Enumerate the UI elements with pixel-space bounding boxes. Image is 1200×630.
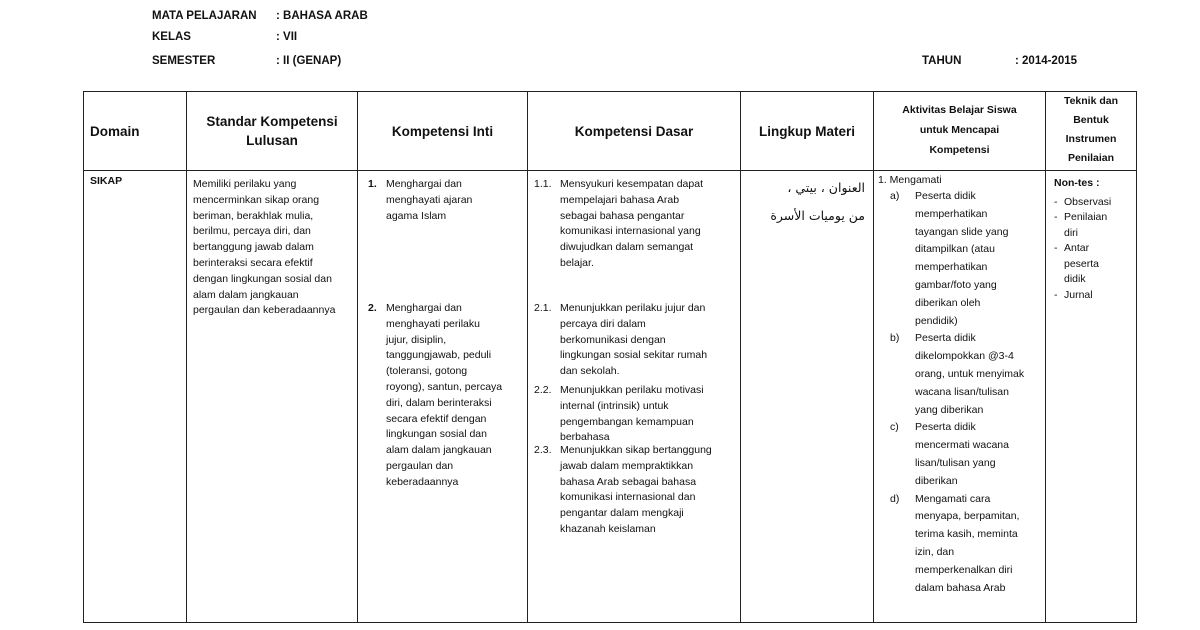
item-dash: - (1054, 195, 1058, 208)
item-text (560, 177, 703, 272)
aktivitas-item (878, 188, 1045, 330)
cell-kd (528, 171, 741, 623)
item-line: wacana lisan/tulisan (915, 385, 1009, 398)
skl-line: berinteraksi secara efektif (193, 256, 313, 269)
teknik-item (1054, 195, 1136, 211)
col-ki: Kompetensi Inti (358, 92, 528, 171)
ki-item (368, 177, 472, 224)
item-line: memperkenalkan diri (915, 563, 1013, 576)
item-line: diri (1064, 226, 1079, 239)
skl-line: dengan lingkungan sosial dan (193, 272, 332, 285)
skl-line: Memiliki perilaku yang (193, 178, 297, 190)
cell-teknik (1046, 171, 1137, 623)
item-line: internal (intrinsik) untuk (560, 399, 669, 412)
item-line: dikelompokkan @3-4 (915, 350, 1014, 363)
item-line: Mengamati cara (915, 492, 991, 505)
aktivitas-item (878, 491, 1045, 598)
item-line: tanggungjawab, peduli (386, 349, 492, 362)
materi-arabic-line1: العنوان ، بيتي ، (787, 180, 865, 195)
item-line: menghayati ajaran (386, 193, 473, 206)
item-line: ditampilkan (atau (915, 243, 995, 256)
col-materi: Lingkup Materi (741, 92, 874, 171)
item-line: percaya diri dalam (560, 317, 646, 330)
item-line: Observasi (1064, 195, 1112, 208)
kd-item (534, 443, 712, 538)
table-header-row (84, 92, 1137, 171)
syllabus-table (83, 91, 1137, 623)
item-line: lingkungan sosial dan (386, 428, 487, 441)
year-value: : 2014-2015 (1015, 55, 1078, 67)
item-line: (toleransi, gotong (386, 365, 468, 378)
item-line: komunikasi internasional yang (560, 225, 701, 238)
item-line: dalam bahasa Arab (915, 581, 1006, 594)
item-line: secara efektif dengan (386, 412, 487, 425)
item-line: Menghargai dan (386, 178, 462, 190)
item-text (915, 188, 1008, 330)
item-line: agama Islam (386, 209, 447, 222)
item-number: 2.1. (534, 302, 552, 314)
item-number: 2. (368, 302, 377, 314)
class-value: : VII (276, 31, 298, 43)
item-line: alam dalam jangkauan (386, 444, 492, 457)
subject-value: : BAHASA ARAB (276, 10, 368, 22)
cell-aktivitas (874, 171, 1046, 623)
kd-item (534, 301, 707, 380)
item-dash: - (1054, 288, 1058, 301)
item-number: 1.1. (534, 178, 552, 190)
kd-item (534, 383, 704, 446)
col-domain: Domain (84, 92, 187, 171)
item-line: Menunjukkan perilaku jujur dan (560, 302, 706, 314)
item-line: khazanah keislaman (560, 522, 656, 535)
teknik-title: Non-tes : (1054, 177, 1100, 189)
col-teknik: Teknik dan Bentuk Instrumen Penilaian (1046, 92, 1137, 171)
skl-line: beriman, berakhlak mulia, (193, 209, 314, 222)
item-line: pendidik) (915, 314, 958, 327)
item-line: diri, dalam berinteraksi (386, 396, 492, 409)
col-aktivitas: Aktivitas Belajar Siswa untuk Mencapai Kompetensi (874, 92, 1046, 171)
item-number: 2.2. (534, 384, 552, 396)
aktivitas-item (878, 330, 1045, 419)
item-text (1064, 210, 1107, 241)
item-line: pergaulan dan (386, 459, 454, 472)
item-line: dan sekolah. (560, 365, 620, 378)
item-line: Penilaian (1064, 211, 1108, 224)
subject-label: MATA PELAJARAN (152, 10, 257, 22)
item-text (915, 491, 1019, 598)
item-line: Menunjukkan perilaku motivasi (560, 384, 704, 396)
item-line: menghayati perilaku (386, 317, 480, 330)
cell-skl (187, 171, 358, 623)
item-line: bahasa Arab sebagai bahasa (560, 475, 697, 488)
item-line: berbahasa (560, 431, 610, 444)
item-text (386, 301, 502, 491)
item-line: tayangan slide yang (915, 225, 1009, 238)
item-text (915, 419, 1009, 490)
kd-item (534, 177, 703, 272)
skl-line: berilmu, percaya diri, dan (193, 225, 311, 238)
teknik-item (1054, 210, 1136, 241)
item-line: lisan/tulisan yang (915, 456, 996, 469)
semester-value: : II (GENAP) (276, 55, 342, 67)
item-line: diwujudkan dalam semangat (560, 241, 694, 254)
item-line: Mensyukuri kesempatan dapat (560, 178, 703, 190)
item-line: jawab dalam mempraktikkan (560, 459, 694, 472)
item-number: 1. (368, 178, 377, 190)
skl-line: mencerminkan sikap orang (193, 193, 320, 206)
item-line: jujur, disiplin, (386, 333, 447, 346)
item-line: memperhatikan (915, 261, 988, 274)
cell-ki (358, 171, 528, 623)
item-line: mencermati wacana (915, 439, 1009, 452)
item-letter: a) (890, 190, 900, 202)
skl-line: alam dalam jangkauan (193, 288, 299, 301)
item-line: pengantar dalam mengkaji (560, 507, 684, 520)
col-kd: Kompetensi Dasar (528, 92, 741, 171)
item-text (560, 383, 704, 446)
cell-materi (741, 171, 874, 623)
item-line: didik (1064, 273, 1086, 286)
item-line: terima kasih, meminta (915, 528, 1018, 541)
item-line: belajar. (560, 256, 594, 269)
item-text (1064, 288, 1093, 304)
item-number: 2.3. (534, 444, 552, 456)
teknik-item (1054, 288, 1136, 304)
item-dash: - (1054, 211, 1058, 224)
item-line: memperhatikan (915, 207, 988, 220)
item-line: komunikasi internasional dan (560, 491, 696, 504)
item-text (1064, 195, 1111, 211)
item-line: Peserta didik (915, 421, 976, 434)
item-line: yang diberikan (915, 403, 984, 416)
item-line: keberadaannya (386, 475, 459, 488)
skl-line: pergaulan dan keberadaannya (193, 304, 336, 317)
item-line: gambar/foto yang (915, 278, 997, 291)
item-text (1064, 241, 1099, 288)
item-letter: d) (890, 492, 900, 505)
item-line: Peserta didik (915, 190, 976, 202)
item-line: Menghargai dan (386, 302, 462, 314)
item-line: izin, dan (915, 545, 955, 558)
aktivitas-title: 1. Mengamati (878, 174, 942, 186)
item-line: menyapa, berpamitan, (915, 510, 1020, 523)
class-label: KELAS (152, 31, 191, 43)
item-line: peserta (1064, 257, 1100, 270)
item-line: berkomunikasi dengan (560, 333, 666, 346)
cell-domain: SIKAP (84, 171, 187, 623)
item-line: lingkungan sosial sekitar rumah (560, 349, 708, 362)
table-row (84, 171, 1137, 623)
item-line: orang, untuk menyimak (915, 367, 1025, 380)
item-letter: b) (890, 332, 900, 345)
item-text (915, 330, 1024, 419)
item-dash: - (1054, 242, 1058, 255)
item-letter: c) (890, 421, 899, 434)
semester-label: SEMESTER (152, 55, 216, 67)
item-text (560, 301, 707, 380)
item-line: Peserta didik (915, 332, 976, 345)
skl-line: bertanggung jawab dalam (193, 241, 314, 254)
year-label: TAHUN (922, 55, 962, 67)
item-line: mempelajari bahasa Arab (560, 193, 680, 206)
item-line: sebagai bahasa pengantar (560, 209, 685, 222)
item-line: Jurnal (1064, 288, 1093, 301)
teknik-item (1054, 241, 1136, 288)
item-line: Antar (1064, 242, 1090, 255)
item-line: royong), santun, percaya (386, 380, 503, 393)
item-line: diberikan oleh (915, 296, 981, 309)
ki-item (368, 301, 502, 491)
item-line: diberikan (915, 474, 958, 487)
item-text (386, 177, 472, 224)
item-text (560, 443, 712, 538)
materi-arabic-line2: من يوميات الأسرة (770, 208, 865, 223)
item-line: pengembangan kemampuan (560, 415, 694, 428)
aktivitas-item (878, 419, 1045, 490)
item-line: Menunjukkan sikap bertanggung (560, 444, 712, 456)
col-skl: Standar Kompetensi Lulusan (187, 92, 358, 171)
